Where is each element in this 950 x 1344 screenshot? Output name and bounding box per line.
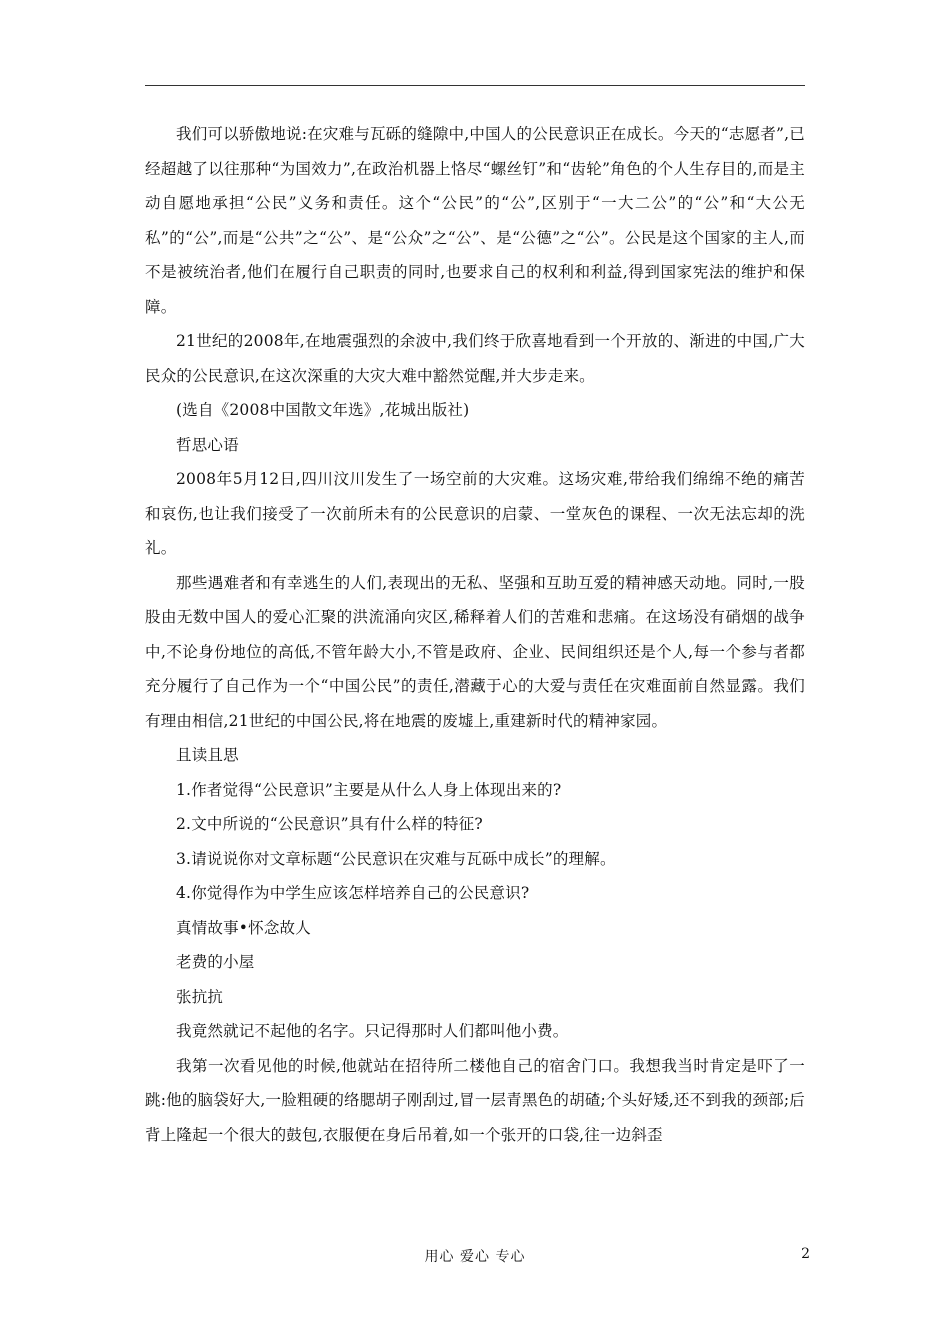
story-title: 老费的小屋 <box>176 953 255 971</box>
header-rule <box>145 85 805 86</box>
paragraph-2008: 21世纪的2008年,在地震强烈的余波中,我们终于欣喜地看到一个开放的、渐进的中国,广大民众的公民意识,在这次深重的大灾大难中豁然觉醒,并大步走来。 <box>145 332 805 385</box>
document-body <box>145 117 805 1152</box>
question-3: 3.请说说你对文章标题“公民意识在灾难与瓦砾中成长”的理解。 <box>176 849 616 868</box>
paragraph-victims: 那些遇难者和有幸逃生的人们,表现出的无私、坚强和互助互爱的精神感天动地。同时,一股股由无数中国人的爱心汇聚的洪流涌向灾区,稀释着人们的苦难和悲痛。在这场没有硝烟的战争中,不论身份地位的高低,不管年龄大小,不管是政府、企业、民间组织还是个人,每一个参与者都充分履行了自己作为一个“中国公民”的责任,潜藏于心的大爱与责任在灾难面前自然显露。我们有理由相信,21世纪的中国公民,将在地震的废墟上,重建新时代的精神家园。 <box>145 573 805 730</box>
question-4: 4.你觉得作为中学生应该怎样培养自己的公民意识? <box>176 884 530 902</box>
question-2: 2.文中所说的“公民意识”具有什么样的特征? <box>176 815 483 833</box>
paragraph-civic-awareness: 我们可以骄傲地说:在灾难与瓦砾的缝隙中,中国人的公民意识正在成长。今天的“志愿者”,已经超越了以往那种“为国效力”,在政治机器上恪尽“螺丝钉”和“齿轮”角色的个人生存目的,而是主动自愿地承担“公民”义务和责任。这个“公民”的“公”,区别于“一大二公”的“公”和“大公无私”的“公”,而是“公共”之“公”、是“公众”之“公”、是“公德”之“公”。公民是这个国家的主人,而不是被统治者,他们在履行自己职责的同时,也要求自己的权利和利益,得到国家宪法的维护和保障。 <box>145 125 805 316</box>
page-footer <box>0 1244 950 1268</box>
footer-motto: 用心 爱心 专心 <box>424 1249 526 1265</box>
section-heading-reading: 且读且思 <box>176 746 239 764</box>
story-paragraph-2: 我第一次看见他的时候,他就站在招待所二楼他自己的宿舍门口。我想我当时肯定是吓了一跳:他的脑袋好大,一脸粗硬的络腮胡子刚刮过,冒一层青黑色的胡碴;个头好矮,还不到我的颈部;后背上隆起一个很大的鼓包,衣服便在身后吊着,如一个张开的口袋,往一边斜歪 <box>145 1056 805 1144</box>
section-heading-story: 真情故事•怀念故人 <box>176 918 311 937</box>
story-author: 张抗抗 <box>176 987 224 1006</box>
story-paragraph-1: 我竟然就记不起他的名字。只记得那时人们都叫他小费。 <box>176 1022 569 1040</box>
question-1: 1.作者觉得“公民意识”主要是从什么人身上体现出来的? <box>176 780 562 799</box>
page-number: 2 <box>801 1246 810 1262</box>
source-citation: (选自《2008中国散文年选》,花城出版社) <box>176 401 470 419</box>
paragraph-earthquake: 2008年5月12日,四川汶川发生了一场空前的大灾难。这场灾难,带给我们绵绵不绝的痛苦和哀伤,也让我们接受了一次前所未有的公民意识的启蒙、一堂灰色的课程、一次无法忘却的洗礼。 <box>145 470 805 557</box>
section-heading-philosophy: 哲思心语 <box>176 435 239 454</box>
